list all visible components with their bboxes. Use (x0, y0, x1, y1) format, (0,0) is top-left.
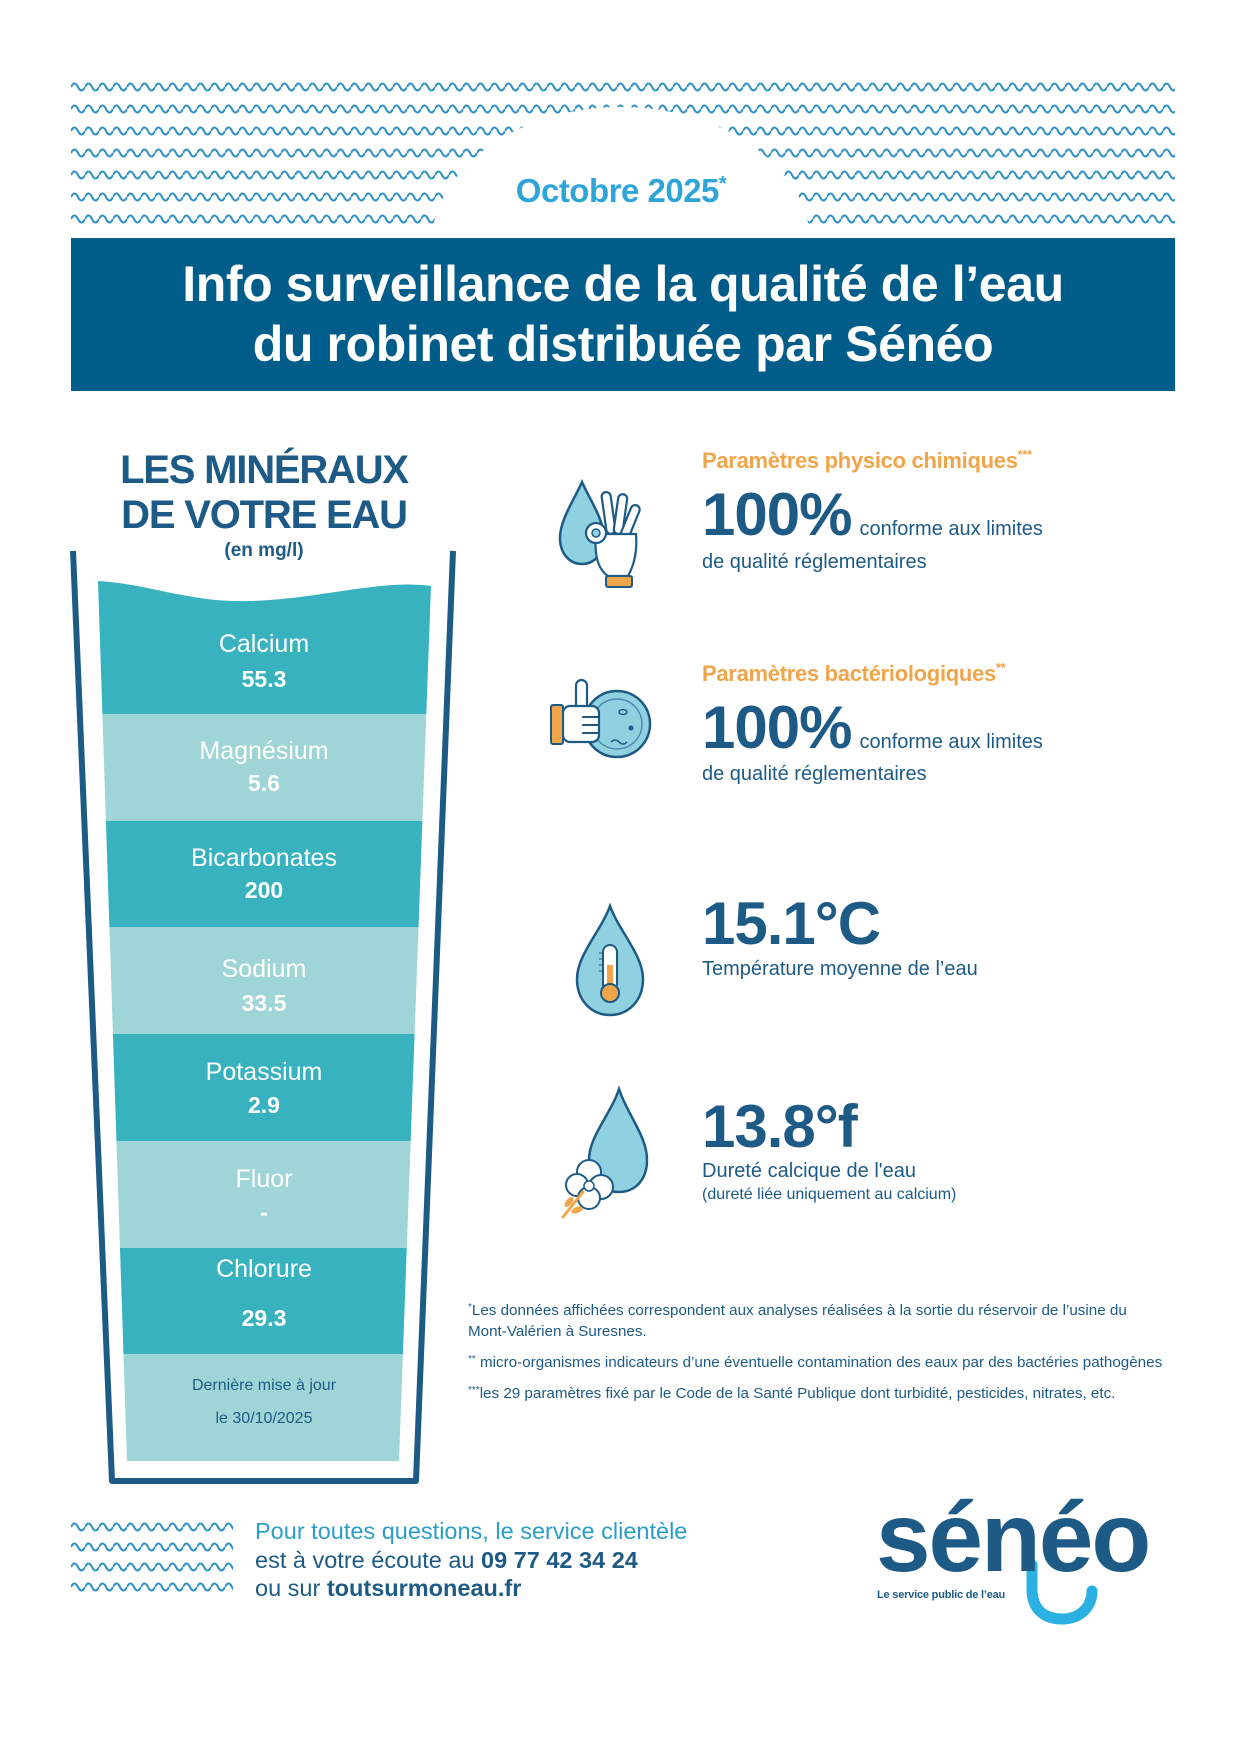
title-banner (71, 238, 1175, 391)
hardness-value: 13.8°f (702, 1093, 857, 1160)
hardness-detail: Dureté calcique de l'eau (702, 1160, 916, 1182)
water-layer-fluor (85, 1141, 445, 1248)
page-title-line-1: Info surveillance de la qualité de l’eau (182, 256, 1064, 312)
ok-hand-drop-icon (556, 478, 652, 594)
temperature-result (702, 890, 881, 957)
mineral-value: 55.3 (241, 666, 287, 692)
physico-chemical-detail: de qualité réglementaires (702, 551, 927, 573)
footnote: ***les 29 paramètres fixé par le Code de la Santé Publique dont turbidité, pesticides, nitrates, etc. (468, 1385, 1116, 1402)
issue-date: Octobre 2025* (515, 172, 727, 209)
svg-text:sénéo: sénéo (876, 1495, 1150, 1592)
bacteriological-detail: de qualité réglementaires (702, 763, 927, 785)
bacteriological-result (702, 694, 1043, 761)
physico-chemical-value: 100% (702, 481, 852, 548)
phone-number-link[interactable]: 09 77 42 34 24 (481, 1546, 638, 1573)
contact-info (255, 1517, 687, 1603)
footnote: *Les données affichées correspondent aux analyses réalisées à la sortie du réservoir de l’usine du Mont-Valérien à Suresnes. (468, 1302, 1127, 1340)
thermometer-drop-icon (573, 903, 647, 1019)
mineral-value: 5.6 (248, 770, 280, 796)
mineral-name: Magnésium (199, 737, 329, 765)
mineral-name: Sodium (221, 955, 307, 983)
logo-tagline: Le service public de l’eau (877, 1589, 1006, 1601)
hardness-note: (dureté liée uniquement au calcium) (702, 1186, 957, 1203)
mineral-value: 33.5 (241, 990, 287, 1016)
mineral-value: 2.9 (248, 1092, 280, 1118)
temperature-value: 15.1°C (702, 890, 881, 957)
mineral-value: - (260, 1199, 268, 1225)
minerals-title-line-1: LES MINÉRAUX (120, 448, 408, 492)
last-update-date: le 30/10/2025 (215, 1410, 313, 1427)
thumbs-up-dish-icon (549, 672, 655, 778)
mineral-value: 29.3 (241, 1305, 287, 1331)
date-footnote-mark: * (718, 173, 727, 195)
last-update-label: Dernière mise à jour (191, 1377, 337, 1394)
footnotes (468, 1300, 1168, 1414)
footnote: ** micro-organismes indicateurs d’une éventuelle contamination des eaux par des bactéries pathogènes (468, 1354, 1163, 1371)
mineral-name: Calcium (218, 630, 310, 658)
cotton-drop-icon (559, 1086, 651, 1220)
physico-chemical-label: Paramètres physico chimiques*** (702, 447, 1032, 473)
bacteriological-value: 100% (702, 694, 852, 761)
hardness-result (702, 1093, 857, 1160)
water-layer-potassium (85, 1034, 445, 1141)
website-link[interactable]: toutsurmoneau.fr (326, 1575, 522, 1601)
page-title-line-2: du robinet distribuée par Sénéo (252, 316, 994, 372)
mineral-name: Potassium (205, 1058, 323, 1086)
temperature-detail: Température moyenne de l’eau (702, 958, 978, 980)
physico-chemical-result (702, 481, 1043, 548)
wave-pattern-footer (71, 1517, 233, 1598)
physico-chemical-value-text: conforme aux limites (859, 518, 1043, 540)
minerals-title-line-2: DE VOTRE EAU (121, 493, 407, 537)
contact-line-3: ou sur toutsurmoneau.fr (255, 1575, 522, 1601)
contact-line-2: est à votre écoute au 09 77 42 34 24 (255, 1546, 638, 1573)
minerals-unit: (en mg/l) (224, 540, 304, 561)
water-layer-bicarbonates (85, 821, 445, 927)
mineral-name: Fluor (235, 1165, 293, 1193)
mineral-name: Bicarbonates (191, 844, 337, 872)
bacteriological-label: Paramètres bactériologiques** (702, 660, 1006, 686)
seneo-logo (870, 1495, 1170, 1625)
mineral-name: Chlorure (216, 1255, 312, 1283)
contact-line-1: Pour toutes questions, le service clientèle (255, 1518, 688, 1544)
bacteriological-value-text: conforme aux limites (859, 731, 1043, 753)
mineral-value: 200 (244, 877, 284, 903)
